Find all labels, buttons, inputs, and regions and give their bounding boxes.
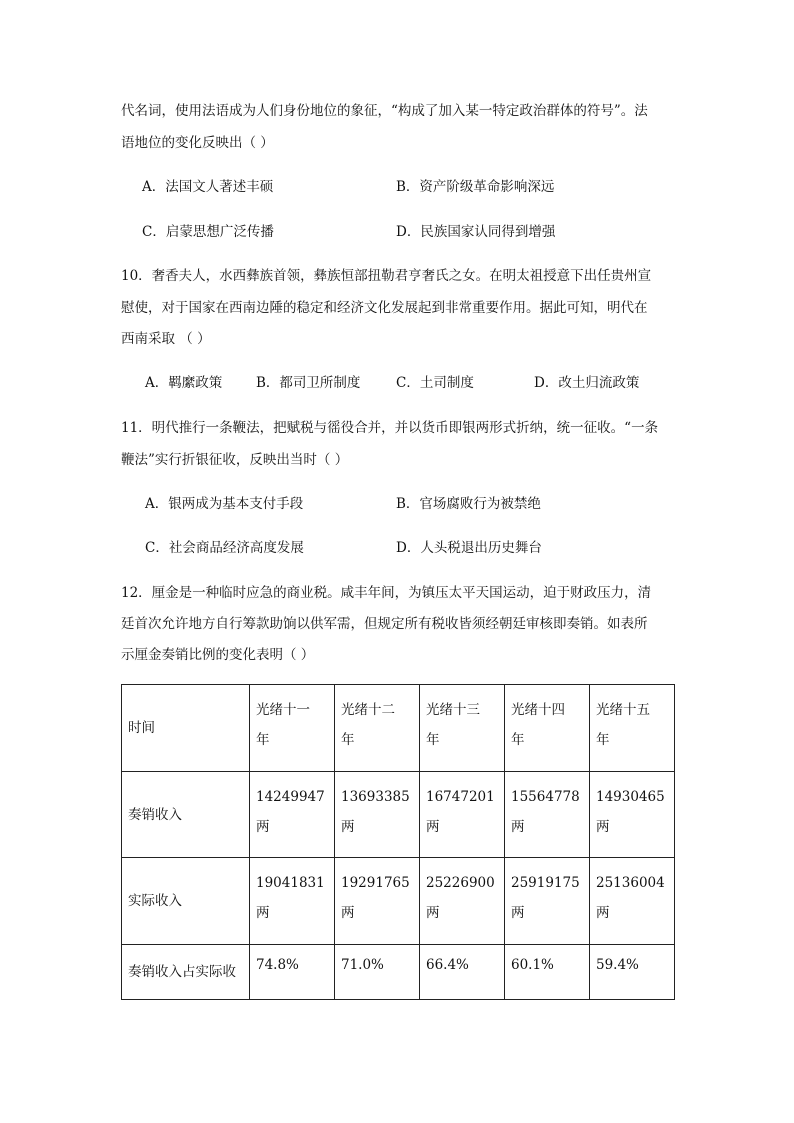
year-line1: 光绪十五 <box>596 702 650 718</box>
q10-stem-line3: 西南采取 （ ） <box>121 331 211 347</box>
q10-option-c: C．土司制度 <box>396 375 474 391</box>
value-cell <box>335 772 420 858</box>
ratio-cell <box>420 945 505 1000</box>
q11-option-c: C．社会商品经济高度发展 <box>145 540 304 556</box>
ratio-cell <box>250 945 335 1000</box>
value-unit: 两 <box>426 819 440 835</box>
value-number: 25919175 <box>511 875 580 891</box>
year-line1: 光绪十四 <box>511 702 565 718</box>
value-number: 14249947 <box>256 789 325 805</box>
q11-option-a: A．银两成为基本支付手段 <box>145 496 304 512</box>
table-header-row <box>122 685 675 772</box>
value-number: 25226900 <box>426 875 495 891</box>
table-row <box>122 945 675 1000</box>
lijin-table <box>121 684 675 1000</box>
value-cell <box>420 772 505 858</box>
value-cell <box>590 858 675 945</box>
year-line1: 光绪十二 <box>341 702 395 718</box>
q11-stem-line1: 11．明代推行一条鞭法，把赋税与徭役合并，并以货币即银两形式折纳，统一征收。“一条 <box>121 420 659 436</box>
q11-option-d: D．人头税退出历史舞台 <box>396 540 542 556</box>
year-line2: 年 <box>256 732 270 748</box>
value-number: 13693385 <box>341 789 410 805</box>
q10-option-b: B．都司卫所制度 <box>256 375 361 391</box>
year-line2: 年 <box>426 732 440 748</box>
value-unit: 两 <box>256 819 270 835</box>
row-label-cell <box>122 772 250 858</box>
ratio-label-cell <box>122 945 250 1000</box>
q12-stem-line2: 廷首次允许地方自行筹款助饷以供军需，但规定所有税收皆须经朝廷审核即奏销。如表所 <box>121 616 648 632</box>
year-cell <box>590 685 675 772</box>
value-number: 19291765 <box>341 875 410 891</box>
header-label: 时间 <box>128 720 155 736</box>
q12-stem-line1: 12．厘金是一种临时应急的商业税。咸丰年间，为镇压太平天国运动，迫于财政压力，清 <box>121 585 652 601</box>
q11-option-b: B．官场腐败行为被禁绝 <box>396 496 541 512</box>
value-number: 25136004 <box>596 875 665 891</box>
value-number: 16747201 <box>426 789 495 805</box>
q9-option-d: D．民族国家认同得到增强 <box>396 224 556 240</box>
row-label: 实际收入 <box>128 893 182 909</box>
q10-stem-line1: 10．奢香夫人，水西彝族首领，彝族恒部扭勒君亨奢氏之女。在明太祖授意下出任贵州宣 <box>121 268 652 284</box>
ratio-value: 71.0% <box>341 957 384 973</box>
ratio-label: 奏销收入占实际收 <box>128 964 236 980</box>
year-line2: 年 <box>511 732 525 748</box>
year-line1: 光绪十三 <box>426 702 480 718</box>
value-unit: 两 <box>511 819 525 835</box>
value-unit: 两 <box>341 905 355 921</box>
ratio-value: 60.1% <box>511 957 554 973</box>
value-unit: 两 <box>256 905 270 921</box>
value-unit: 两 <box>511 905 525 921</box>
row-label-cell <box>122 858 250 945</box>
value-number: 14930465 <box>596 789 665 805</box>
q10-option-a: A．羁縻政策 <box>145 375 223 391</box>
value-unit: 两 <box>596 819 610 835</box>
value-cell <box>250 858 335 945</box>
table-row <box>122 858 675 945</box>
value-number: 19041831 <box>256 875 325 891</box>
q10-stem-line2: 慰使，对于国家在西南边陲的稳定和经济文化发展起到非常重要作用。据此可知，明代在 <box>121 300 648 316</box>
value-unit: 两 <box>341 819 355 835</box>
year-cell <box>335 685 420 772</box>
q9-stem-line2: 语地位的变化反映出（ ） <box>121 135 274 151</box>
year-cell <box>250 685 335 772</box>
row-label: 奏销收入 <box>128 806 182 823</box>
year-cell <box>420 685 505 772</box>
ratio-cell <box>505 945 590 1000</box>
header-label-cell <box>122 685 250 772</box>
ratio-value: 59.4% <box>596 957 639 973</box>
q9-stem-line1: 代名词，使用法语成为人们身份地位的象征，“构成了加入某一特定政治群体的符号”。法 <box>121 103 648 119</box>
q9-option-c: C．启蒙思想广泛传播 <box>142 224 274 240</box>
value-cell <box>335 858 420 945</box>
year-line2: 年 <box>596 732 610 748</box>
q9-option-a: A．法国文人著述丰硕 <box>142 179 274 195</box>
value-number: 15564778 <box>511 789 580 805</box>
q10-option-d: D．改土归流政策 <box>534 375 640 391</box>
value-unit: 两 <box>426 905 440 921</box>
year-line2: 年 <box>341 732 355 748</box>
ratio-value: 74.8% <box>256 957 299 973</box>
value-cell <box>505 858 590 945</box>
q12-stem-line3: 示厘金奏销比例的变化表明（ ） <box>121 647 315 663</box>
ratio-cell <box>335 945 420 1000</box>
value-cell <box>590 772 675 858</box>
table-row <box>122 772 675 858</box>
value-cell <box>250 772 335 858</box>
q11-stem-line2: 鞭法”实行折银征收，反映出当时（ ） <box>121 452 349 468</box>
ratio-cell <box>590 945 675 1000</box>
year-line1: 光绪十一 <box>256 702 310 718</box>
value-unit: 两 <box>596 905 610 921</box>
year-cell <box>505 685 590 772</box>
q9-option-b: B．资产阶级革命影响深远 <box>396 179 555 195</box>
value-cell <box>420 858 505 945</box>
ratio-value: 66.4% <box>426 957 469 973</box>
value-cell <box>505 772 590 858</box>
